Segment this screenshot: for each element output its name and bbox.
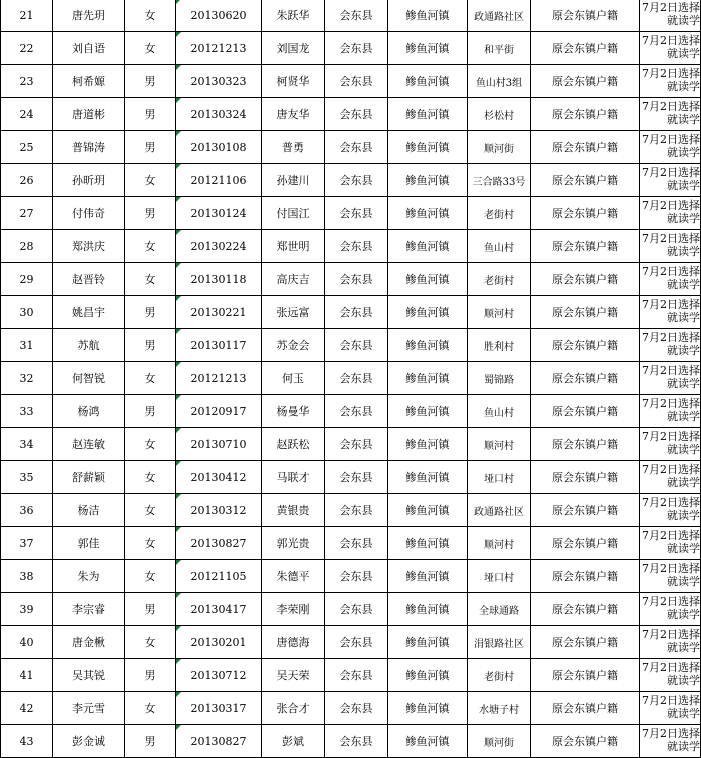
household-registry-cell: 原会东镇户籍	[531, 197, 640, 230]
student-name-cell: 姚昌宇	[53, 296, 125, 329]
town-cell: 鲹鱼河镇	[388, 593, 468, 626]
village-cell: 涓银路社区	[468, 626, 531, 659]
table-row	[1, 296, 701, 329]
note-cell: 7月2日选择就读学	[640, 98, 701, 131]
county-cell: 会东县	[325, 626, 388, 659]
town-cell: 鲹鱼河镇	[388, 164, 468, 197]
town-cell: 鲹鱼河镇	[388, 98, 468, 131]
row-number-cell: 41	[1, 659, 53, 692]
student-name-cell: 苏航	[53, 329, 125, 362]
student-name-cell: 孙昕玥	[53, 164, 125, 197]
gender-cell: 男	[125, 197, 176, 230]
table-row	[1, 692, 701, 725]
household-registry-cell: 原会东镇户籍	[531, 164, 640, 197]
birth-date-cell: 20130417	[176, 593, 262, 626]
town-cell: 鲹鱼河镇	[388, 230, 468, 263]
table-row	[1, 494, 701, 527]
household-registry-cell: 原会东镇户籍	[531, 428, 640, 461]
guardian-name-cell: 柯贤华	[262, 65, 325, 98]
row-number-cell: 37	[1, 527, 53, 560]
note-cell: 7月2日选择就读学	[640, 461, 701, 494]
county-cell: 会东县	[325, 65, 388, 98]
household-registry-cell: 原会东镇户籍	[531, 263, 640, 296]
birth-date-cell: 20130710	[176, 428, 262, 461]
student-name-cell: 赵晋铃	[53, 263, 125, 296]
note-cell: 7月2日选择就读学	[640, 0, 701, 32]
row-number-cell: 36	[1, 494, 53, 527]
table-body	[1, 0, 701, 758]
village-cell: 顺河街	[468, 725, 531, 758]
town-cell: 鲹鱼河镇	[388, 692, 468, 725]
town-cell: 鲹鱼河镇	[388, 725, 468, 758]
student-name-cell: 郑洪庆	[53, 230, 125, 263]
village-cell: 三合路33号	[468, 164, 531, 197]
table-row	[1, 527, 701, 560]
county-cell: 会东县	[325, 593, 388, 626]
row-number-cell: 40	[1, 626, 53, 659]
birth-date-cell: 20130118	[176, 263, 262, 296]
gender-cell: 女	[125, 362, 176, 395]
note-cell: 7月2日选择就读学	[640, 329, 701, 362]
birth-date-cell: 20130117	[176, 329, 262, 362]
note-cell: 7月2日选择就读学	[640, 230, 701, 263]
household-registry-cell: 原会东镇户籍	[531, 395, 640, 428]
household-registry-cell: 原会东镇户籍	[531, 230, 640, 263]
town-cell: 鲹鱼河镇	[388, 0, 468, 32]
county-cell: 会东县	[325, 659, 388, 692]
household-registry-cell: 原会东镇户籍	[531, 98, 640, 131]
row-number-cell: 29	[1, 263, 53, 296]
household-registry-cell: 原会东镇户籍	[531, 0, 640, 32]
guardian-name-cell: 李荣刚	[262, 593, 325, 626]
table-row	[1, 65, 701, 98]
birth-date-cell: 20130317	[176, 692, 262, 725]
row-number-cell: 31	[1, 329, 53, 362]
student-name-cell: 李宗睿	[53, 593, 125, 626]
row-number-cell: 32	[1, 362, 53, 395]
note-cell: 7月2日选择就读学	[640, 263, 701, 296]
village-cell: 胜利村	[468, 329, 531, 362]
birth-date-cell: 20130201	[176, 626, 262, 659]
table-row	[1, 164, 701, 197]
row-number-cell: 39	[1, 593, 53, 626]
gender-cell: 女	[125, 164, 176, 197]
row-number-cell: 21	[1, 0, 53, 32]
birth-date-cell: 20130221	[176, 296, 262, 329]
town-cell: 鲹鱼河镇	[388, 395, 468, 428]
town-cell: 鲹鱼河镇	[388, 494, 468, 527]
county-cell: 会东县	[325, 0, 388, 32]
village-cell: 杉松村	[468, 98, 531, 131]
guardian-name-cell: 唐友华	[262, 98, 325, 131]
village-cell: 垭口村	[468, 461, 531, 494]
student-name-cell: 何智锐	[53, 362, 125, 395]
gender-cell: 男	[125, 659, 176, 692]
village-cell: 顺河街	[468, 131, 531, 164]
gender-cell: 女	[125, 626, 176, 659]
row-number-cell: 35	[1, 461, 53, 494]
note-cell: 7月2日选择就读学	[640, 494, 701, 527]
birth-date-cell: 20130124	[176, 197, 262, 230]
guardian-name-cell: 黄银贵	[262, 494, 325, 527]
household-registry-cell: 原会东镇户籍	[531, 65, 640, 98]
note-cell: 7月2日选择就读学	[640, 395, 701, 428]
student-name-cell: 唐道彬	[53, 98, 125, 131]
table-row	[1, 32, 701, 65]
student-name-cell: 刘自语	[53, 32, 125, 65]
student-name-cell: 吴其锐	[53, 659, 125, 692]
table-row	[1, 230, 701, 263]
village-cell: 垭口村	[468, 560, 531, 593]
household-registry-cell: 原会东镇户籍	[531, 527, 640, 560]
county-cell: 会东县	[325, 527, 388, 560]
birth-date-cell: 20130827	[176, 527, 262, 560]
table-row	[1, 395, 701, 428]
note-cell: 7月2日选择就读学	[640, 32, 701, 65]
county-cell: 会东县	[325, 692, 388, 725]
guardian-name-cell: 苏金会	[262, 329, 325, 362]
guardian-name-cell: 杨曼华	[262, 395, 325, 428]
table-row	[1, 0, 701, 32]
student-name-cell: 朱为	[53, 560, 125, 593]
town-cell: 鲹鱼河镇	[388, 527, 468, 560]
town-cell: 鲹鱼河镇	[388, 131, 468, 164]
guardian-name-cell: 张合才	[262, 692, 325, 725]
gender-cell: 女	[125, 32, 176, 65]
row-number-cell: 33	[1, 395, 53, 428]
guardian-name-cell: 唐德海	[262, 626, 325, 659]
guardian-name-cell: 郑世明	[262, 230, 325, 263]
student-name-cell: 郭佳	[53, 527, 125, 560]
note-cell: 7月2日选择就读学	[640, 692, 701, 725]
village-cell: 水塘子村	[468, 692, 531, 725]
birth-date-cell: 20130620	[176, 0, 262, 32]
village-cell: 老街村	[468, 263, 531, 296]
note-cell: 7月2日选择就读学	[640, 659, 701, 692]
table-row	[1, 725, 701, 758]
note-cell: 7月2日选择就读学	[640, 197, 701, 230]
gender-cell: 女	[125, 0, 176, 32]
gender-cell: 男	[125, 98, 176, 131]
table-row	[1, 593, 701, 626]
row-number-cell: 30	[1, 296, 53, 329]
note-cell: 7月2日选择就读学	[640, 560, 701, 593]
table-row	[1, 461, 701, 494]
town-cell: 鲹鱼河镇	[388, 362, 468, 395]
note-cell: 7月2日选择就读学	[640, 362, 701, 395]
student-name-cell: 李元雪	[53, 692, 125, 725]
county-cell: 会东县	[325, 230, 388, 263]
birth-date-cell: 20130324	[176, 98, 262, 131]
guardian-name-cell: 孙建川	[262, 164, 325, 197]
gender-cell: 男	[125, 395, 176, 428]
row-number-cell: 42	[1, 692, 53, 725]
table-row	[1, 362, 701, 395]
town-cell: 鲹鱼河镇	[388, 428, 468, 461]
guardian-name-cell: 赵跃松	[262, 428, 325, 461]
birth-date-cell: 20130412	[176, 461, 262, 494]
county-cell: 会东县	[325, 263, 388, 296]
student-name-cell: 杨洁	[53, 494, 125, 527]
table-row	[1, 428, 701, 461]
table-row	[1, 263, 701, 296]
town-cell: 鲹鱼河镇	[388, 65, 468, 98]
gender-cell: 女	[125, 692, 176, 725]
county-cell: 会东县	[325, 164, 388, 197]
student-name-cell: 柯希嫄	[53, 65, 125, 98]
village-cell: 政通路社区	[468, 494, 531, 527]
table-row	[1, 560, 701, 593]
gender-cell: 女	[125, 560, 176, 593]
note-cell: 7月2日选择就读学	[640, 131, 701, 164]
household-registry-cell: 原会东镇户籍	[531, 461, 640, 494]
guardian-name-cell: 朱跃华	[262, 0, 325, 32]
row-number-cell: 34	[1, 428, 53, 461]
row-number-cell: 27	[1, 197, 53, 230]
village-cell: 政通路社区	[468, 0, 531, 32]
county-cell: 会东县	[325, 725, 388, 758]
village-cell: 顺河村	[468, 428, 531, 461]
student-name-cell: 赵连敏	[53, 428, 125, 461]
town-cell: 鲹鱼河镇	[388, 659, 468, 692]
town-cell: 鲹鱼河镇	[388, 32, 468, 65]
guardian-name-cell: 付国江	[262, 197, 325, 230]
gender-cell: 女	[125, 428, 176, 461]
town-cell: 鲹鱼河镇	[388, 329, 468, 362]
village-cell: 顺河村	[468, 296, 531, 329]
birth-date-cell: 20130312	[176, 494, 262, 527]
town-cell: 鲹鱼河镇	[388, 560, 468, 593]
gender-cell: 男	[125, 725, 176, 758]
gender-cell: 男	[125, 131, 176, 164]
town-cell: 鲹鱼河镇	[388, 461, 468, 494]
row-number-cell: 24	[1, 98, 53, 131]
note-cell: 7月2日选择就读学	[640, 428, 701, 461]
county-cell: 会东县	[325, 395, 388, 428]
household-registry-cell: 原会东镇户籍	[531, 725, 640, 758]
birth-date-cell: 20121106	[176, 164, 262, 197]
row-number-cell: 23	[1, 65, 53, 98]
student-name-cell: 杨鸿	[53, 395, 125, 428]
gender-cell: 女	[125, 461, 176, 494]
gender-cell: 男	[125, 65, 176, 98]
household-registry-cell: 原会东镇户籍	[531, 560, 640, 593]
table-row	[1, 98, 701, 131]
town-cell: 鲹鱼河镇	[388, 296, 468, 329]
note-cell: 7月2日选择就读学	[640, 164, 701, 197]
row-number-cell: 43	[1, 725, 53, 758]
village-cell: 老街村	[468, 659, 531, 692]
village-cell: 全球通路	[468, 593, 531, 626]
guardian-name-cell: 吴天荣	[262, 659, 325, 692]
household-registry-cell: 原会东镇户籍	[531, 329, 640, 362]
guardian-name-cell: 普勇	[262, 131, 325, 164]
village-cell: 老街村	[468, 197, 531, 230]
student-name-cell: 舒薪颖	[53, 461, 125, 494]
birth-date-cell: 20121105	[176, 560, 262, 593]
county-cell: 会东县	[325, 131, 388, 164]
guardian-name-cell: 何玉	[262, 362, 325, 395]
birth-date-cell: 20130224	[176, 230, 262, 263]
note-cell: 7月2日选择就读学	[640, 593, 701, 626]
table-row	[1, 131, 701, 164]
county-cell: 会东县	[325, 428, 388, 461]
guardian-name-cell: 刘国龙	[262, 32, 325, 65]
row-number-cell: 25	[1, 131, 53, 164]
household-registry-cell: 原会东镇户籍	[531, 692, 640, 725]
village-cell: 和平街	[468, 32, 531, 65]
birth-date-cell: 20130827	[176, 725, 262, 758]
household-registry-cell: 原会东镇户籍	[531, 626, 640, 659]
table-row	[1, 626, 701, 659]
gender-cell: 女	[125, 230, 176, 263]
village-cell: 鱼山村	[468, 395, 531, 428]
row-number-cell: 22	[1, 32, 53, 65]
county-cell: 会东县	[325, 461, 388, 494]
household-registry-cell: 原会东镇户籍	[531, 593, 640, 626]
note-cell: 7月2日选择就读学	[640, 725, 701, 758]
gender-cell: 女	[125, 527, 176, 560]
county-cell: 会东县	[325, 98, 388, 131]
birth-date-cell: 20121213	[176, 362, 262, 395]
row-number-cell: 28	[1, 230, 53, 263]
guardian-name-cell: 马联才	[262, 461, 325, 494]
county-cell: 会东县	[325, 362, 388, 395]
guardian-name-cell: 朱德平	[262, 560, 325, 593]
village-cell: 蜀锦路	[468, 362, 531, 395]
household-registry-cell: 原会东镇户籍	[531, 362, 640, 395]
table-row	[1, 659, 701, 692]
student-name-cell: 唐先玥	[53, 0, 125, 32]
row-number-cell: 38	[1, 560, 53, 593]
village-cell: 鱼山村3组	[468, 65, 531, 98]
gender-cell: 男	[125, 329, 176, 362]
guardian-name-cell: 张远富	[262, 296, 325, 329]
gender-cell: 男	[125, 296, 176, 329]
guardian-name-cell: 郭光贵	[262, 527, 325, 560]
village-cell: 顺河村	[468, 527, 531, 560]
note-cell: 7月2日选择就读学	[640, 65, 701, 98]
county-cell: 会东县	[325, 32, 388, 65]
birth-date-cell: 20121213	[176, 32, 262, 65]
household-registry-cell: 原会东镇户籍	[531, 32, 640, 65]
guardian-name-cell: 高庆吉	[262, 263, 325, 296]
county-cell: 会东县	[325, 296, 388, 329]
student-name-cell: 普锦涛	[53, 131, 125, 164]
town-cell: 鲹鱼河镇	[388, 263, 468, 296]
household-registry-cell: 原会东镇户籍	[531, 494, 640, 527]
note-cell: 7月2日选择就读学	[640, 626, 701, 659]
county-cell: 会东县	[325, 329, 388, 362]
student-name-cell: 唐金楸	[53, 626, 125, 659]
row-number-cell: 26	[1, 164, 53, 197]
household-registry-cell: 原会东镇户籍	[531, 131, 640, 164]
birth-date-cell: 20130108	[176, 131, 262, 164]
gender-cell: 男	[125, 593, 176, 626]
note-cell: 7月2日选择就读学	[640, 527, 701, 560]
birth-date-cell: 20120917	[176, 395, 262, 428]
village-cell: 鱼山村	[468, 230, 531, 263]
town-cell: 鲹鱼河镇	[388, 197, 468, 230]
county-cell: 会东县	[325, 494, 388, 527]
student-name-cell: 付伟奇	[53, 197, 125, 230]
gender-cell: 女	[125, 263, 176, 296]
table-row	[1, 329, 701, 362]
birth-date-cell: 20130323	[176, 65, 262, 98]
household-registry-cell: 原会东镇户籍	[531, 659, 640, 692]
county-cell: 会东县	[325, 197, 388, 230]
note-cell: 7月2日选择就读学	[640, 296, 701, 329]
table-row	[1, 197, 701, 230]
guardian-name-cell: 彭斌	[262, 725, 325, 758]
birth-date-cell: 20130712	[176, 659, 262, 692]
gender-cell: 女	[125, 494, 176, 527]
household-registry-cell: 原会东镇户籍	[531, 296, 640, 329]
county-cell: 会东县	[325, 560, 388, 593]
student-name-cell: 彭金诚	[53, 725, 125, 758]
town-cell: 鲹鱼河镇	[388, 626, 468, 659]
